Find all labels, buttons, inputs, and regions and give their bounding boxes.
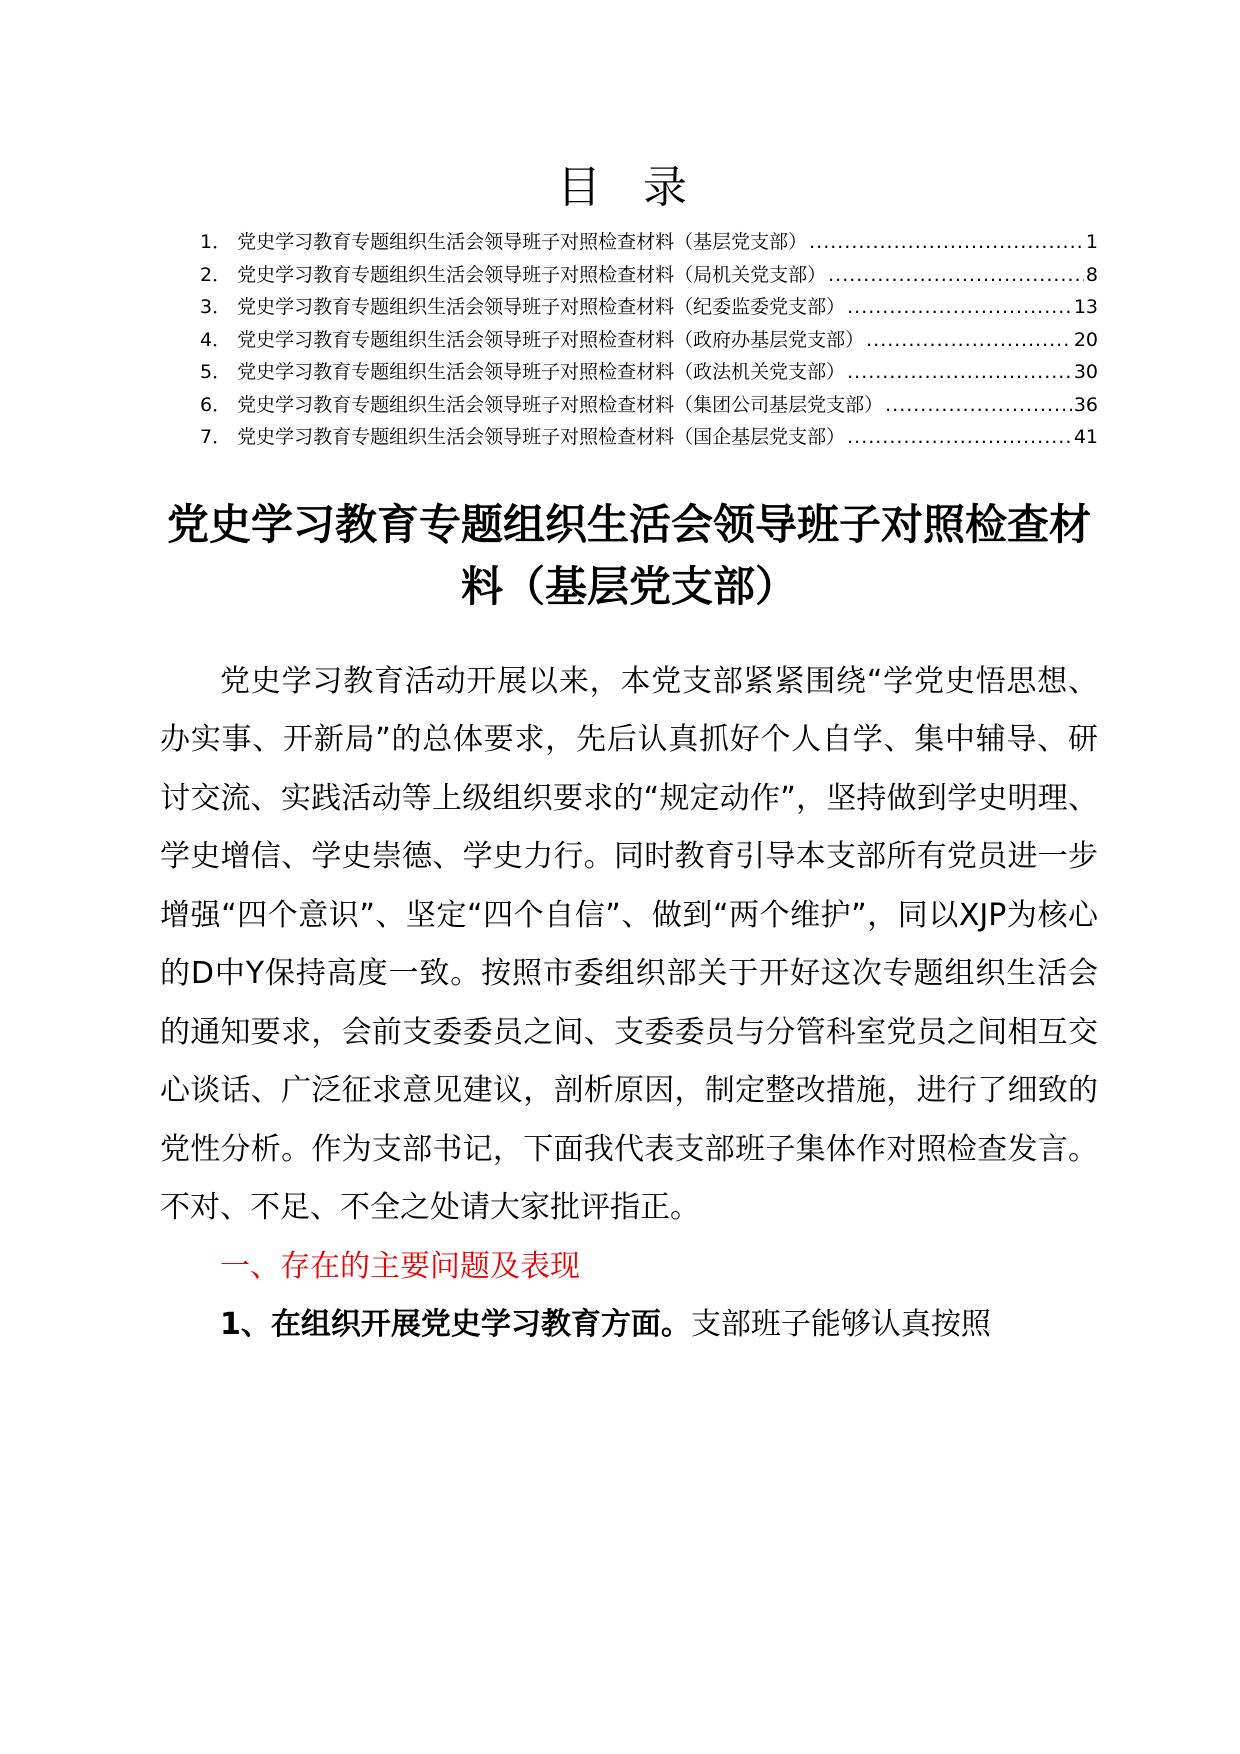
toc-entry-number: 2． [200, 263, 232, 286]
toc-leader-dots [809, 226, 1084, 259]
toc-entry-page: 20 [1073, 328, 1098, 351]
document-title: 党史学习教育专题组织生活会领导班子对照检查材料（基层党支部） [166, 499, 1091, 611]
toc-entry-page: 1 [1085, 231, 1098, 253]
toc-entry-text: 党史学习教育专题组织生活会领导班子对照检查材料（集团公司基层党支部） [237, 393, 884, 416]
toc-entry-page: 30 [1073, 361, 1098, 383]
toc-entry-number: 3． [200, 296, 232, 318]
intro-paragraph: 党史学习教育活动开展以来，本党支部紧紧围绕“学党史悟思想、办实事、开新局”的总体要求，先后认真抓好个人自学、集中辅导、研讨交流、实践活动等上级组织要求的“规定动作”，坚持做到学史明理、学史增信、学史崇德、学史力行。同时教育引导本支部所有党员进一步增强“四个意识”、坚定“四个自信”、做到“两个维护”，同以XJP为核心的D中Y保持高度一致。按照市委组织部关于开好这次专题组织生活会的通知要求，会前支委委员之间、支委委员与分管科室党员之间相互交心谈话、广泛征求意见建议，剖析原因，制定整改措施，进行了细致的党性分析。作为支部书记，下面我代表支部班子集体作对照检查发言。不对、不足、不全之处请大家批评指正。 [160, 663, 1098, 1225]
toc-entry-text: 党史学习教育专题组织生活会领导班子对照检查材料（局机关党支部） [237, 263, 827, 286]
toc-entry-page: 8 [1085, 263, 1098, 286]
toc-entry-6[interactable] [200, 389, 1098, 422]
toc-leader-dots [847, 356, 1072, 389]
toc-entry-2[interactable] [200, 259, 1098, 292]
toc-title: 目 录 [557, 162, 701, 213]
table-of-contents [160, 226, 1098, 454]
toc-entry-number: 7． [200, 426, 232, 448]
toc-leader-dots [847, 291, 1072, 324]
toc-entry-5[interactable] [200, 356, 1098, 389]
toc-entry-page: 36 [1073, 393, 1098, 416]
toc-entry-number: 1． [200, 231, 232, 253]
toc-leader-dots [866, 324, 1072, 357]
toc-leader-dots [828, 259, 1084, 292]
subsection-paragraph [160, 1296, 1098, 1355]
toc-entry-1[interactable] [200, 226, 1098, 259]
toc-entry-number: 5． [200, 361, 232, 383]
toc-entry-3[interactable] [200, 291, 1098, 324]
toc-entry-text: 党史学习教育专题组织生活会领导班子对照检查材料（纪委监委党支部） [237, 296, 846, 318]
toc-leader-dots [847, 421, 1072, 454]
toc-entry-text: 党史学习教育专题组织生活会领导班子对照检查材料（国企基层党支部） [237, 426, 846, 448]
toc-entry-page: 13 [1073, 296, 1098, 318]
toc-entry-7[interactable] [200, 421, 1098, 454]
subsection-lead: 1、在组织开展党史学习教育方面。 [220, 1307, 691, 1342]
toc-entry-page: 41 [1073, 426, 1098, 448]
toc-entry-4[interactable] [200, 324, 1098, 357]
section-heading: 一、存在的主要问题及表现 [220, 1248, 580, 1284]
toc-entry-text: 党史学习教育专题组织生活会领导班子对照检查材料（政法机关党支部） [237, 361, 846, 383]
toc-leader-dots [885, 389, 1072, 422]
toc-entry-number: 6． [200, 393, 232, 416]
subsection-text: 支部班子能够认真按照 [690, 1307, 991, 1342]
toc-entry-text: 党史学习教育专题组织生活会领导班子对照检查材料（基层党支部） [237, 231, 808, 253]
toc-entry-text: 党史学习教育专题组织生活会领导班子对照检查材料（政府办基层党支部） [237, 328, 865, 351]
toc-entry-number: 4． [200, 328, 232, 351]
